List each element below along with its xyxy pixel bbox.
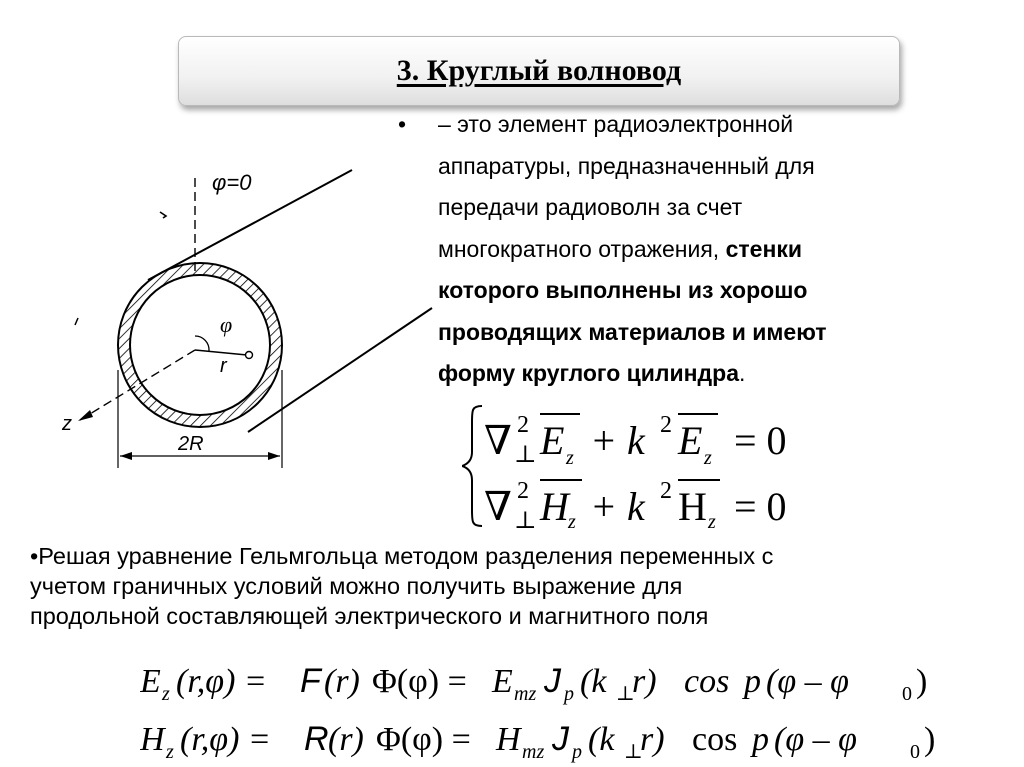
dim-arrow-right-icon [268, 452, 280, 460]
f1-E: E [492, 663, 513, 700]
definition-line-4 [438, 229, 998, 271]
eq1-sup: 2 [517, 412, 529, 438]
f1-E-sub: mz [514, 683, 537, 705]
f1-F: F [300, 662, 321, 700]
f2-end: (φ – φ [774, 721, 857, 758]
f1-end-sub: 0 [902, 683, 912, 705]
definition-bullet: • [398, 111, 407, 137]
f1-J: J [544, 662, 561, 700]
helmholtz-system [462, 402, 882, 530]
f2-k-sub: ⊥ [624, 741, 643, 763]
waveguide-interior [130, 275, 270, 415]
f1-args: (r,φ) = [176, 663, 267, 700]
f2-close: ) [924, 721, 936, 758]
r-label: r [220, 355, 227, 377]
f1-cos: cos [684, 663, 730, 700]
f2-lhs: H [140, 721, 165, 758]
f1-J-sub: p [564, 683, 574, 705]
f2-R: R [304, 720, 329, 758]
title-bar [178, 36, 900, 106]
f1-Phi: Φ(φ) = [372, 663, 467, 700]
eq2-plus-k: + k [590, 484, 645, 529]
f1-lhs-sub: z [162, 683, 170, 705]
f1-karg: (k [580, 663, 607, 700]
diameter-label: 2R [178, 433, 204, 455]
eq2-rhs: = 0 [734, 484, 787, 529]
phi-label: φ [220, 312, 233, 337]
field-formulas [140, 650, 970, 765]
eq2-field2: H [678, 484, 707, 529]
definition-line-3: передачи радиоволн за счет [438, 194, 743, 220]
f2-p: p [752, 721, 769, 758]
definition-line-4-bold: стенки [725, 235, 802, 262]
solution-line-1: •Решая уравнение Гельмгольца методом разделения переменных с [30, 543, 774, 569]
eq1-nabla: ∇ [484, 418, 512, 463]
eq1-rhs: = 0 [734, 418, 787, 463]
eq1-k-sup: 2 [660, 412, 672, 438]
tick-mark [75, 318, 78, 325]
eq2-field: H [540, 484, 569, 529]
f1-close: ) [916, 663, 928, 700]
definition-line-2: аппаратуры, предназначенный для [438, 152, 815, 179]
definition-line-7-end: . [739, 360, 746, 386]
f1-lhs: E [140, 663, 161, 700]
system-brace [462, 406, 482, 526]
slide-title: 3. Круглый волновод [396, 54, 682, 87]
phi-zero-label: φ=0 [212, 170, 252, 195]
f2-J: J [552, 720, 569, 758]
eq1-field: E [540, 418, 565, 463]
eq1-field2: E [678, 418, 703, 463]
eq1-field2-sub: z [704, 447, 712, 469]
solution-line-2: учетом граничных условий можно получить выражение для [30, 573, 683, 599]
f2-Rr: (r) [328, 721, 364, 758]
f2-H: H [496, 721, 521, 758]
eq2-nabla: ∇ [484, 484, 512, 529]
definition-line-6: проводящих материалов и имеют [438, 318, 827, 345]
f1-p: p [744, 663, 761, 700]
f1-kend: r) [632, 663, 657, 700]
definition-line-5: которого выполнены из хорошо [438, 277, 808, 303]
f1-end: (φ – φ [766, 663, 849, 700]
f2-args: (r,φ) = [180, 721, 271, 758]
solution-text [30, 541, 1010, 631]
eq2-k-sup: 2 [660, 478, 672, 504]
dim-arrow-left-icon [120, 452, 132, 460]
f2-karg: (k [588, 721, 615, 758]
definition-line-4-normal: многократного отражения, [438, 235, 720, 262]
z-label: z [62, 413, 72, 435]
definition-line-7 [438, 353, 998, 395]
eq1-plus-k: + k [590, 418, 645, 463]
f2-end-sub: 0 [910, 741, 920, 763]
axis-mark-icon [160, 212, 166, 218]
f2-J-sub: p [572, 741, 582, 763]
eq2-field-sub: z [568, 511, 576, 530]
f2-cos: cos [692, 721, 738, 758]
eq2-sup: 2 [517, 478, 529, 504]
definition-line-7-bold: форму круглого цилиндра [438, 360, 739, 386]
eq2-field2-sub: z [708, 511, 716, 530]
f2-Phi: Φ(φ) = [376, 721, 471, 758]
waveguide-diagram [40, 150, 440, 490]
solution-line-3: продольной составляющей электрического и магнитного поля [30, 603, 709, 629]
f2-lhs-sub: z [166, 741, 174, 763]
f2-H-sub: mz [522, 741, 545, 763]
eq2-sub: ⊥ [514, 508, 537, 530]
eq1-sub: ⊥ [514, 442, 537, 468]
z-arrow-icon [78, 410, 93, 421]
definition-line-1: – это элемент радиоэлектронной [438, 111, 794, 137]
f1-k-sub: ⊥ [616, 683, 635, 705]
radius-point [246, 352, 253, 359]
eq1-field-sub: z [566, 447, 574, 469]
f1-Fr: (r) [324, 663, 360, 700]
f2-kend: r) [640, 721, 665, 758]
